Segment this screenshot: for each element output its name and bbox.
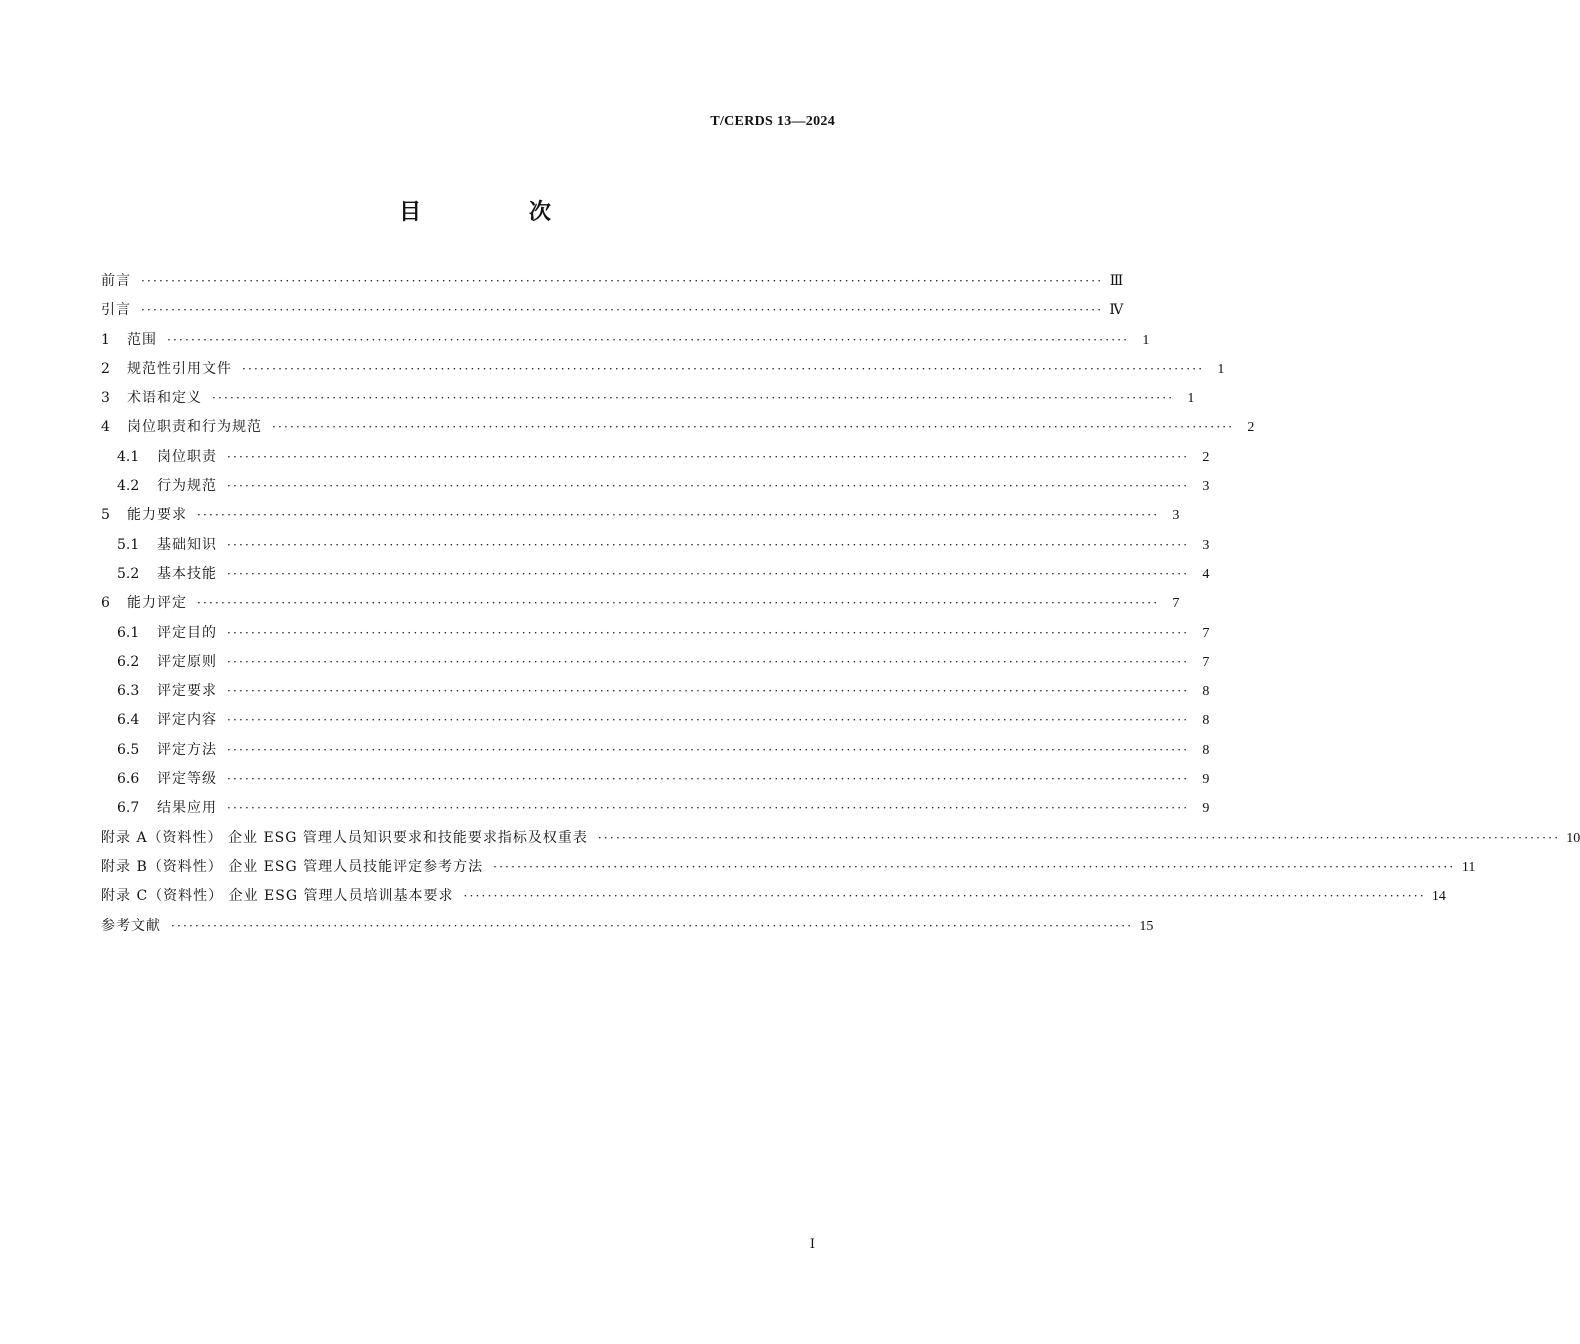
dot-leader: ································································································································································ [463,889,1426,904]
dot-leader: ································································································································································ [227,742,1190,757]
toc-entry-label: 范围 [127,331,157,348]
toc-entry-page: 2 [1247,420,1255,436]
toc-entry-page: 1 [1187,391,1195,407]
toc-entry-page: 7 [1202,625,1210,641]
toc-entry-number: 6.5 [117,741,140,758]
toc-entry-label: 附录 C（资料性） 企业 ESG 管理人员培训基本要求 [101,888,454,905]
toc-entry-label: 术语和定义 [127,390,202,407]
dot-leader: ································································································································································ [227,684,1190,699]
toc-entry[interactable] [101,534,1210,563]
toc-entry[interactable] [101,446,1210,475]
toc-entry-label: 行为规范 [157,478,217,495]
toc-entry-number: 5 [101,507,110,524]
toc-entry-number: 3 [101,390,110,407]
toc-entry[interactable] [101,651,1210,680]
toc-entry[interactable] [101,358,1225,387]
toc-entry[interactable] [101,387,1195,416]
toc-entry-label: 基础知识 [157,536,217,553]
dot-leader: ································································································································································ [197,508,1160,523]
toc-entry-number: 1 [101,331,110,348]
footer-page-number: Ⅰ [809,1236,815,1251]
toc-entry-number: 6.6 [117,771,140,788]
dot-leader: ································································································································································ [167,332,1130,347]
table-of-contents [101,270,1580,944]
toc-entry[interactable] [101,709,1210,738]
toc-entry-label: 规范性引用文件 [127,360,232,377]
toc-entry-label: 附录 A（资料性） 企业 ESG 管理人员知识要求和技能要求指标及权重表 [101,829,588,846]
toc-entry-label: 评定内容 [157,712,217,729]
toc-entry[interactable] [101,885,1446,914]
toc-entry[interactable] [101,563,1210,592]
toc-entry-page: Ⅲ [1109,274,1124,289]
dot-leader: ································································································································································ [227,772,1190,787]
toc-entry-page: 3 [1202,537,1210,553]
dot-leader: ································································································································································ [227,449,1190,464]
toc-entry[interactable] [101,416,1255,445]
toc-entry[interactable] [101,504,1180,533]
toc-entry-number: 4.2 [117,478,140,495]
dot-leader: ································································································································································ [493,859,1456,874]
toc-entry-page: 1 [1142,332,1150,348]
toc-entry-page: 2 [1202,449,1210,465]
toc-entry-page: 7 [1172,596,1180,612]
toc-entry[interactable] [101,592,1180,621]
dot-leader: ································································································································································ [212,391,1175,406]
toc-entry-page: 4 [1202,566,1210,582]
page-title: 目 次 [399,199,601,225]
toc-entry-label: 附录 B（资料性） 企业 ESG 管理人员技能评定参考方法 [101,858,484,875]
toc-entry[interactable] [101,856,1476,885]
toc-entry-label: 评定方法 [157,741,217,758]
dot-leader: ································································································································································ [171,918,1134,933]
toc-entry-number: 6.2 [117,653,140,670]
toc-entry-page: 11 [1461,859,1476,875]
toc-entry[interactable] [101,475,1210,504]
toc-entry[interactable] [101,299,1124,328]
toc-entry[interactable] [101,270,1124,299]
toc-entry-page: 7 [1202,654,1210,670]
toc-entry-label: 评定等级 [157,771,217,788]
dot-leader: ································································································································································ [141,303,1104,318]
dot-leader: ································································································································································ [272,420,1235,435]
toc-entry-number: 6.4 [117,712,140,729]
toc-entry-label: 前言 [101,273,131,289]
toc-entry-number: 4 [101,419,110,436]
dot-leader: ································································································································································ [227,654,1190,669]
toc-entry[interactable] [101,915,1154,944]
toc-entry-number: 6.7 [117,800,140,817]
toc-entry-label: 岗位职责和行为规范 [127,419,262,436]
toc-entry-number: 2 [101,360,110,377]
toc-entry-number: 6 [101,595,110,612]
toc-entry-label: 能力评定 [127,595,187,612]
toc-entry[interactable] [101,622,1210,651]
dot-leader: ································································································································································ [197,596,1160,611]
toc-entry-label: 引言 [101,302,131,319]
toc-entry-number: 6.3 [117,683,140,700]
dot-leader: ································································································································································ [227,566,1190,581]
toc-entry-number: 6.1 [117,624,140,641]
toc-entry-page: 3 [1202,479,1210,495]
toc-entry-page: 14 [1431,889,1446,905]
toc-entry-label: 岗位职责 [157,448,217,465]
toc-entry-label: 评定目的 [157,624,217,641]
toc-entry-label: 评定要求 [157,683,217,700]
toc-entry-page: 8 [1202,713,1210,729]
toc-entry-page: 1 [1217,361,1225,377]
toc-entry[interactable] [101,797,1210,826]
toc-entry-number: 4.1 [117,448,140,465]
dot-leader: ································································································································································ [141,274,1104,288]
toc-entry[interactable] [101,827,1580,856]
toc-entry-page: 3 [1172,508,1180,524]
dot-leader: ································································································································································ [227,801,1190,816]
toc-entry-page: 9 [1202,772,1210,788]
toc-entry-page: 10 [1566,830,1580,846]
toc-entry-label: 结果应用 [157,800,217,817]
toc-entry-number: 5.2 [117,565,140,582]
toc-entry[interactable] [101,680,1210,709]
toc-entry-page: 9 [1202,801,1210,817]
standard-code: T/CERDS 13—2024 [710,114,835,129]
toc-entry-label: 能力要求 [127,507,187,524]
dot-leader: ································································································································································ [597,830,1561,845]
dot-leader: ································································································································································ [227,625,1190,640]
toc-entry-page: 8 [1202,742,1210,758]
toc-entry-label: 基本技能 [157,565,217,582]
dot-leader: ································································································································································ [227,713,1190,728]
toc-entry-label: 评定原则 [157,653,217,670]
toc-entry[interactable] [101,768,1210,797]
toc-entry[interactable] [101,739,1210,768]
dot-leader: ································································································································································ [227,537,1190,552]
toc-entry-number: 5.1 [117,536,140,553]
toc-entry[interactable] [101,329,1150,358]
toc-entry-page: 8 [1202,684,1210,700]
dot-leader: ································································································································································ [227,479,1190,494]
toc-entry-page: Ⅳ [1109,303,1124,319]
toc-entry-page: 15 [1139,918,1154,934]
toc-entry-label: 参考文献 [101,917,161,934]
dot-leader: ································································································································································ [242,361,1205,376]
